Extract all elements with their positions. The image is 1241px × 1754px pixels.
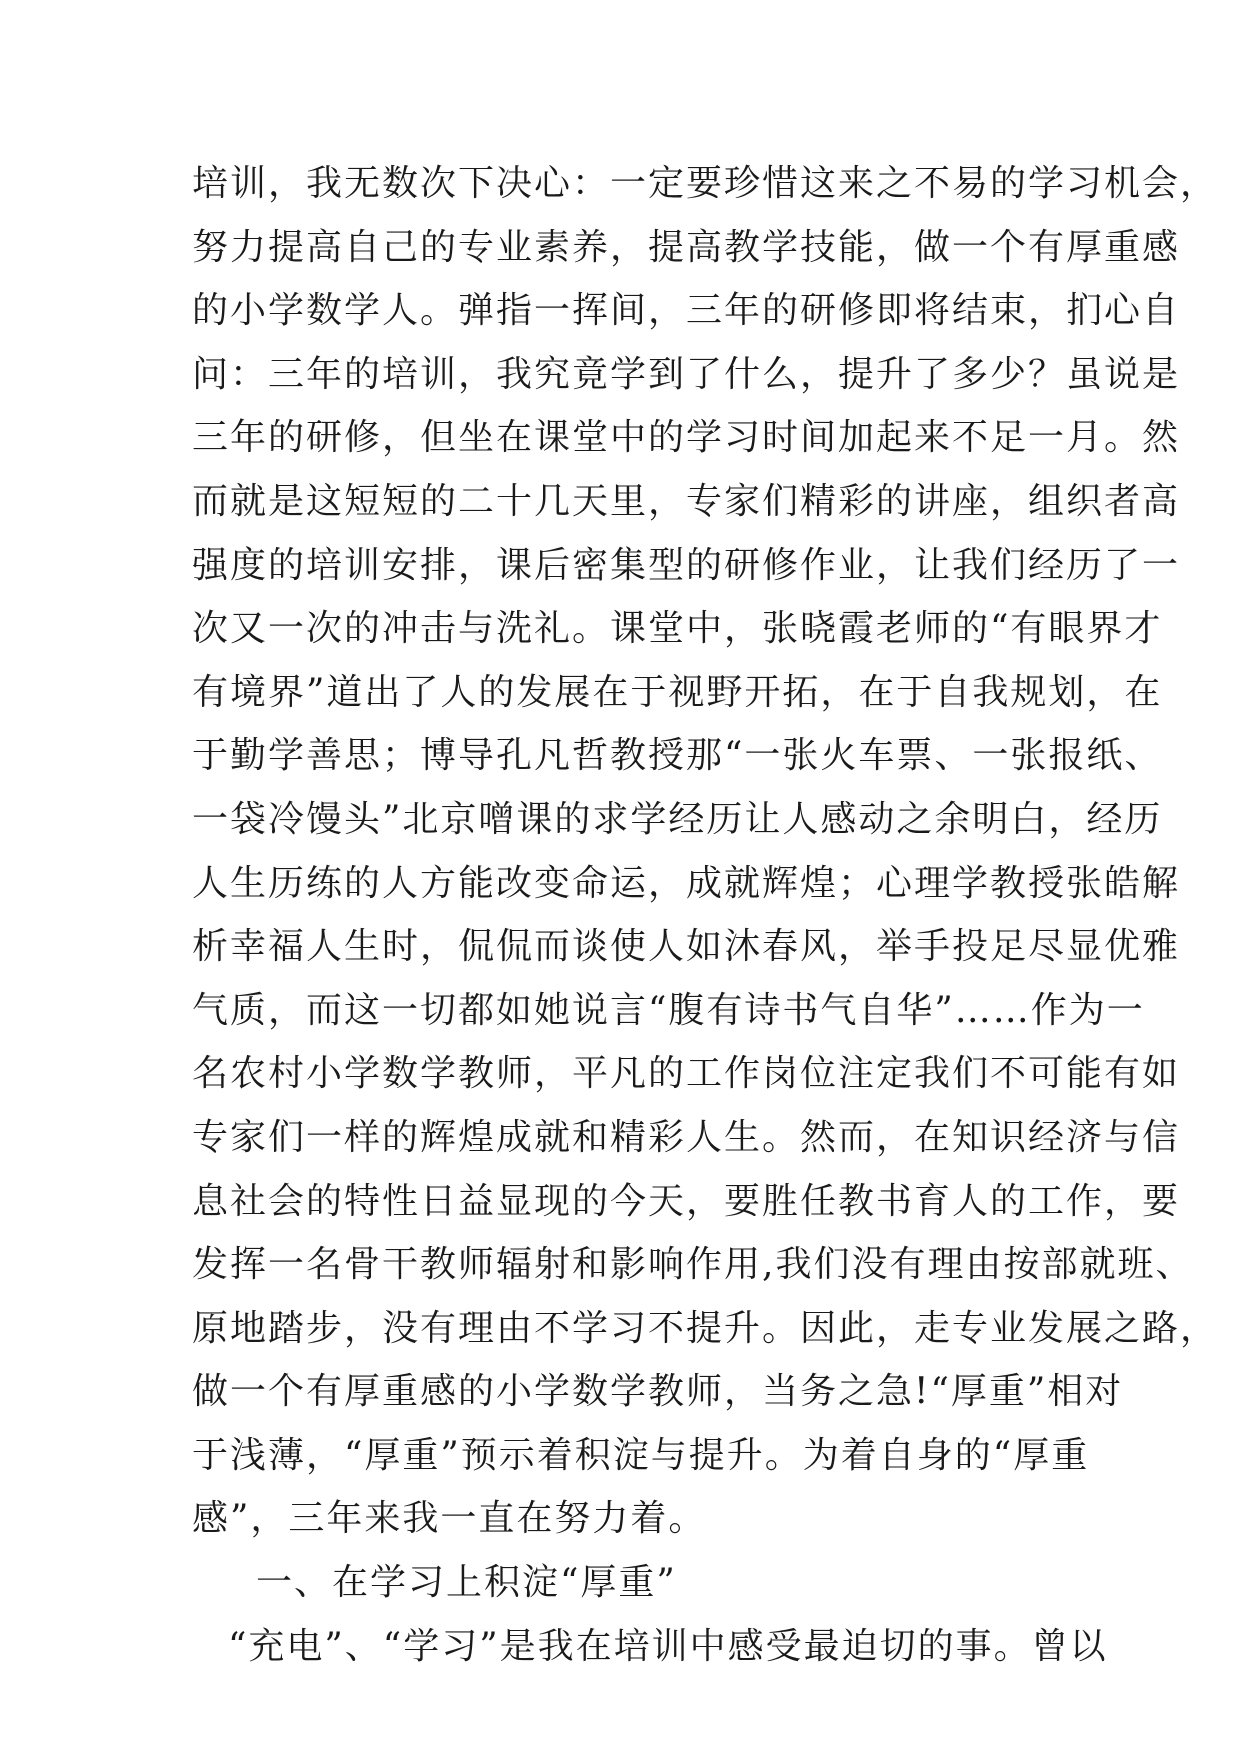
body-line: 做一个有厚重感的小学数学教师，当务之急!“厚重”相对 [192,1371,1124,1413]
body-line: 的小学数学人。弹指一挥间，三年的研修即将结束，扪心自 [192,290,1181,332]
body-line: 有境界”道出了人的发展在于视野开拓，在于自我规划，在 [192,671,1163,713]
section-heading: 一、在学习上积淀“厚重” [256,1562,677,1604]
body-line: 努力提高自己的专业素养，提高教学技能，做一个有厚重感 [192,226,1181,268]
body-line: 问：三年的培训，我究竟学到了什么，提升了多少？虽说是 [192,353,1181,395]
body-line: 发挥一名骨干教师辐射和影响作用,我们没有理由按部就班、 [192,1244,1194,1286]
body-line: 而就是这短短的二十几天里，专家们精彩的讲座，组织者高 [192,480,1181,522]
document-body [192,152,1219,1678]
body-line: 感”，三年来我一直在努力着。 [192,1498,707,1540]
body-line: 一袋冷馒头”北京噌课的求学经历让人感动之余明白，经历 [192,798,1163,840]
paragraph-start-line: “充电”、“学习”是我在培训中感受最迫切的事。曾以 [228,1625,1108,1667]
body-line: 气质，而这一切都如她说言“腹有诗书气自华”……作为一 [192,989,1145,1031]
body-line: 于浅薄，“厚重”预示着积淀与提升。为着自身的“厚重 [192,1434,1090,1476]
body-line: 析幸福人生时，侃侃而谈使人如沐春风，举手投足尽显优雅 [192,926,1181,968]
body-line: 于勤学善思；博导孔凡哲教授那“一张火车票、一张报纸、 [192,735,1163,777]
body-line: 培训，我无数次下决心：一定要珍惜这来之不易的学习机会， [192,163,1219,204]
body-line: 强度的培训安排，课后密集型的研修作业，让我们经历了一 [192,544,1181,586]
body-line: 名农村小学数学教师，平凡的工作岗位注定我们不可能有如 [192,1053,1181,1095]
body-line: 次又一次的冲击与洗礼。课堂中，张晓霞老师的“有眼界才 [192,608,1163,650]
body-line: 三年的研修，但坐在课堂中的学习时间加起来不足一月。然 [192,417,1181,459]
body-line: 专家们一样的辉煌成就和精彩人生。然而，在知识经济与信 [192,1116,1181,1158]
body-line: 息社会的特性日益显现的今天，要胜任教书育人的工作，要 [192,1180,1181,1222]
body-line: 原地踏步，没有理由不学习不提升。因此，走专业发展之路， [192,1307,1219,1349]
body-line: 人生历练的人方能改变命运，成就辉煌；心理学教授张皓解 [192,862,1181,904]
